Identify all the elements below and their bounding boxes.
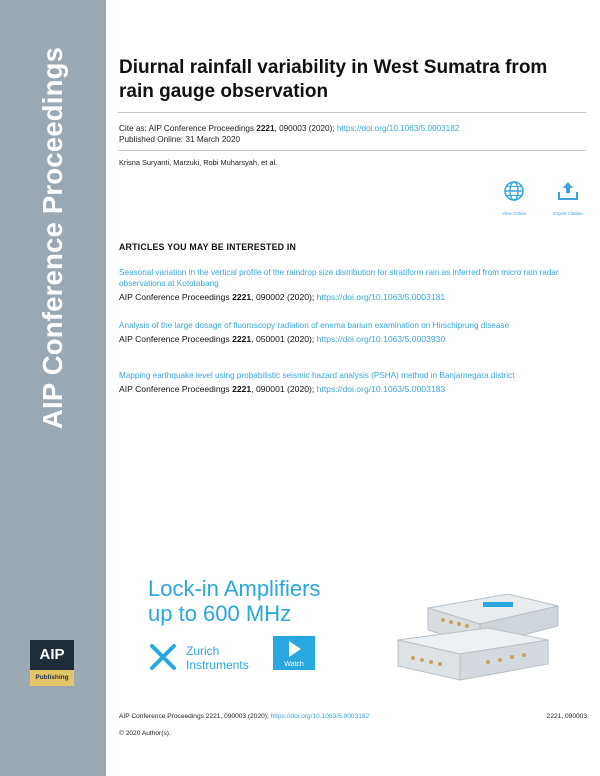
related-article-citation — [119, 333, 581, 345]
cite-rest: , 090003 (2020); — [274, 124, 337, 133]
related-journal: AIP Conference Proceedings — [119, 292, 233, 302]
journal-sidebar — [0, 0, 106, 776]
logo-text: AIP — [30, 640, 74, 670]
related-journal: AIP Conference Proceedings — [119, 384, 233, 394]
author-list[interactable]: Krisna Suryanti, Marzuki, Robi Muharsyah, et al. — [119, 158, 278, 167]
view-online-button[interactable] — [492, 180, 536, 216]
related-volume: 2221 — [232, 292, 252, 302]
footer-doi-link[interactable]: https://doi.org/10.1063/5.0003182 — [270, 713, 370, 720]
cite-volume: 2221 — [256, 124, 275, 133]
brand-line1: Zurich — [186, 644, 220, 658]
related-journal: AIP Conference Proceedings — [119, 334, 233, 344]
brand-name — [186, 644, 249, 672]
export-icon — [557, 189, 579, 206]
title-divider — [118, 112, 586, 113]
doi-link[interactable]: https://doi.org/10.1063/5.0003182 — [336, 124, 460, 133]
logo-subtext: Publishing — [30, 670, 74, 686]
related-article — [119, 370, 581, 395]
watch-video-button[interactable] — [273, 636, 315, 670]
aip-publishing-logo[interactable] — [30, 640, 74, 686]
export-citation-label: Export Citation — [553, 211, 583, 216]
related-article — [119, 320, 581, 345]
ad-headline-line1: Lock-in Amplifiers — [148, 576, 321, 601]
footer-page-number: 2221, 090003 — [546, 713, 587, 720]
related-volume: 2221 — [232, 384, 252, 394]
export-citation-button[interactable] — [546, 180, 590, 216]
related-volume: 2221 — [232, 334, 252, 344]
related-doi-link[interactable]: https://doi.org/10.1063/5.0003183 — [316, 384, 446, 394]
advertisement-banner[interactable] — [118, 560, 587, 690]
brand-line2: Instruments — [186, 658, 249, 672]
related-rest: , 090001 (2020); — [251, 384, 317, 394]
related-rest: , 050001 (2020); — [251, 334, 317, 344]
related-rest: , 090002 (2020); — [251, 292, 317, 302]
related-article-title-link[interactable]: Analysis of the large dosage of fluoroscopy radiation of enema barium examination on Hirschiprung disease — [119, 321, 510, 330]
footer-citation — [119, 713, 369, 720]
journal-name: AIP Conference Proceedings — [37, 46, 68, 430]
ad-headline — [148, 576, 320, 626]
related-article-title-link[interactable]: Seasonal variation in the vertical profile of the raindrop size distribution for stratiform rain as inferred from micro rain radar observations at Kototabang — [119, 268, 559, 288]
view-online-label: View Online — [502, 211, 526, 216]
related-articles-heading: ARTICLES YOU MAY BE INTERESTED IN — [119, 242, 297, 252]
related-doi-link[interactable]: https://doi.org/10.1063/5.0003930 — [316, 334, 446, 344]
watch-label: Watch — [284, 661, 304, 668]
globe-icon — [503, 189, 525, 206]
cite-label: Cite as: AIP Conference Proceedings — [119, 124, 257, 133]
related-doi-link[interactable]: https://doi.org/10.1063/5.0003181 — [316, 292, 446, 302]
citation-divider — [118, 150, 586, 151]
related-article — [119, 267, 581, 303]
lock-in-amplifier-product-image — [388, 590, 568, 686]
footer-cite-text: AIP Conference Proceedings 2221, 090003 (2020); — [119, 713, 271, 720]
citation-block — [119, 123, 459, 145]
ad-headline-line2: up to 600 MHz — [148, 601, 292, 626]
related-article-citation — [119, 291, 581, 303]
footer-copyright: © 2020 Author(s). — [119, 730, 171, 737]
article-title: Diurnal rainfall variability in West Sumatra from rain gauge observation — [119, 57, 548, 102]
related-article-title-link[interactable]: Mapping earthquake level using probabilistic seismic hazard analysis (PSHA) method in Banjarnegara district — [119, 371, 515, 380]
published-date: Published Online: 31 March 2020 — [119, 135, 241, 144]
related-article-citation — [119, 383, 581, 395]
citation-line — [119, 123, 459, 134]
